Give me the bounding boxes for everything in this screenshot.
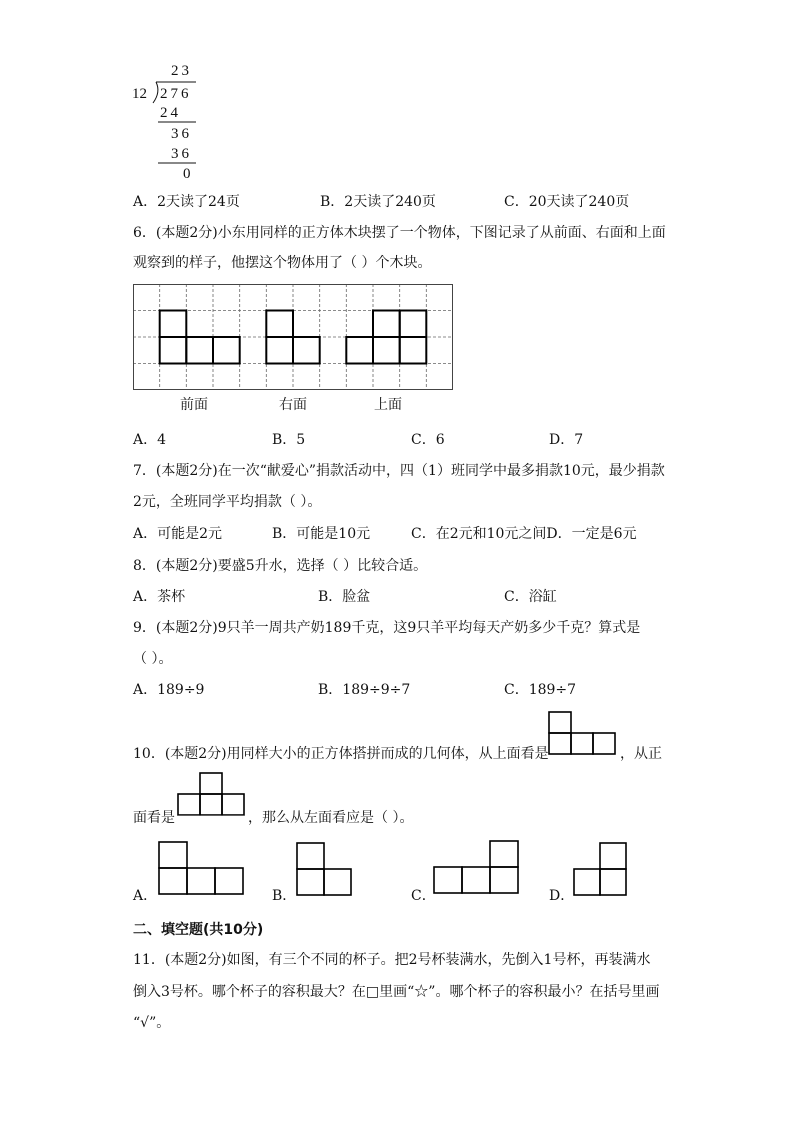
view-label-top: 上面 bbox=[374, 397, 402, 413]
division-step2: 36 bbox=[171, 126, 192, 142]
view-label-front: 前面 bbox=[180, 397, 208, 413]
q11-text-line3: “√”。 bbox=[133, 1015, 171, 1031]
q6-text-line2: 观察到的样子，他摆这个物体用了（ ）个木块。 bbox=[133, 255, 432, 271]
q6-option-a[interactable]: A．4 bbox=[133, 432, 167, 448]
q10-top-view-figure bbox=[548, 711, 616, 755]
q11-text-line1: 11．(本题2分)如图，有三个不同的杯子。把2号杯装满水，先倒入1号杯，再装满水 bbox=[133, 952, 651, 968]
q5-option-a[interactable]: A．2天读了24页 bbox=[133, 194, 240, 210]
q6-option-d[interactable]: D．7 bbox=[549, 432, 584, 448]
q9-option-c[interactable]: C．189÷7 bbox=[504, 682, 577, 698]
division-quotient: 23 bbox=[171, 63, 192, 79]
q10-option-c-label[interactable]: C． bbox=[411, 888, 436, 904]
q7-text-line2: 2元，全班同学平均捐款（ ）。 bbox=[133, 494, 322, 510]
q8-option-a[interactable]: A．茶杯 bbox=[133, 589, 186, 605]
q10-option-b-figure[interactable] bbox=[296, 842, 354, 897]
q10-front-view-figure bbox=[177, 772, 245, 816]
q10-text-part4: ，那么从左面看应是（ ）。 bbox=[248, 810, 414, 826]
division-bracket bbox=[0, 0, 794, 200]
q10-option-d-label[interactable]: D． bbox=[549, 888, 575, 904]
q10-option-a-label[interactable]: A． bbox=[133, 888, 158, 904]
q6-text-line1: 6．(本题2分)小东用同样的正方体木块摆了一个物体，下图记录了从前面、右面和上面 bbox=[133, 225, 666, 241]
q7-text-line1: 7．(本题2分)在一次“献爱心”捐款活动中，四（1）班同学中最多捐款10元，最少捐款 bbox=[133, 463, 665, 479]
q8-text-line1: 8．(本题2分)要盛5升水，选择（ ）比较合适。 bbox=[133, 558, 428, 574]
front-view-shape bbox=[160, 311, 240, 364]
q8-option-c[interactable]: C．浴缸 bbox=[504, 589, 557, 605]
q10-text-part1: 10．(本题2分)用同样大小的正方体搭拼而成的几何体，从上面看是 bbox=[133, 746, 549, 762]
q8-option-b[interactable]: B．脸盆 bbox=[318, 589, 371, 605]
division-divisor: 12 bbox=[132, 86, 147, 102]
q9-option-a[interactable]: A．189÷9 bbox=[133, 682, 205, 698]
q9-text-line2: （ ）。 bbox=[133, 651, 173, 667]
section-title-fill-in: 二、填空题(共10分) bbox=[133, 922, 264, 938]
q7-option-a[interactable]: A．可能是2元 bbox=[133, 526, 223, 542]
division-remainder: 0 bbox=[183, 166, 194, 182]
division-step1: 24 bbox=[160, 105, 181, 121]
q5-option-c[interactable]: C．20天读了240页 bbox=[504, 194, 630, 210]
q7-option-b[interactable]: B．可能是10元 bbox=[272, 526, 371, 542]
q10-text-part3: 面看是 bbox=[133, 810, 175, 826]
q10-option-c-figure[interactable] bbox=[433, 840, 519, 895]
q5-option-b[interactable]: B．2天读了240页 bbox=[320, 194, 436, 210]
top-view-shape bbox=[346, 311, 426, 364]
view-label-right: 右面 bbox=[279, 397, 307, 413]
q10-option-b-label[interactable]: B． bbox=[272, 888, 297, 904]
q6-view-grid bbox=[133, 284, 453, 390]
q10-option-a-figure[interactable] bbox=[158, 841, 244, 896]
right-view-shape bbox=[266, 311, 319, 364]
division-step3: 36 bbox=[171, 146, 192, 162]
q6-option-b[interactable]: B．5 bbox=[272, 432, 306, 448]
q10-option-d-figure[interactable] bbox=[573, 842, 629, 897]
q9-text-line1: 9．(本题2分)9只羊一周共产奶189千克，这9只羊平均每天产奶多少千克？算式是 bbox=[133, 620, 641, 636]
q7-option-cd[interactable]: C．在2元和10元之间D．一定是6元 bbox=[411, 526, 637, 542]
q10-text-part2: ，从正 bbox=[620, 746, 662, 762]
division-dividend: 276 bbox=[160, 86, 192, 102]
q6-option-c[interactable]: C．6 bbox=[411, 432, 445, 448]
q9-option-b[interactable]: B．189÷9÷7 bbox=[318, 682, 411, 698]
q11-text-line2: 倒入3号杯。哪个杯子的容积最大？在□里画“☆”。哪个杯子的容积最小？在括号里画 bbox=[133, 984, 660, 1000]
